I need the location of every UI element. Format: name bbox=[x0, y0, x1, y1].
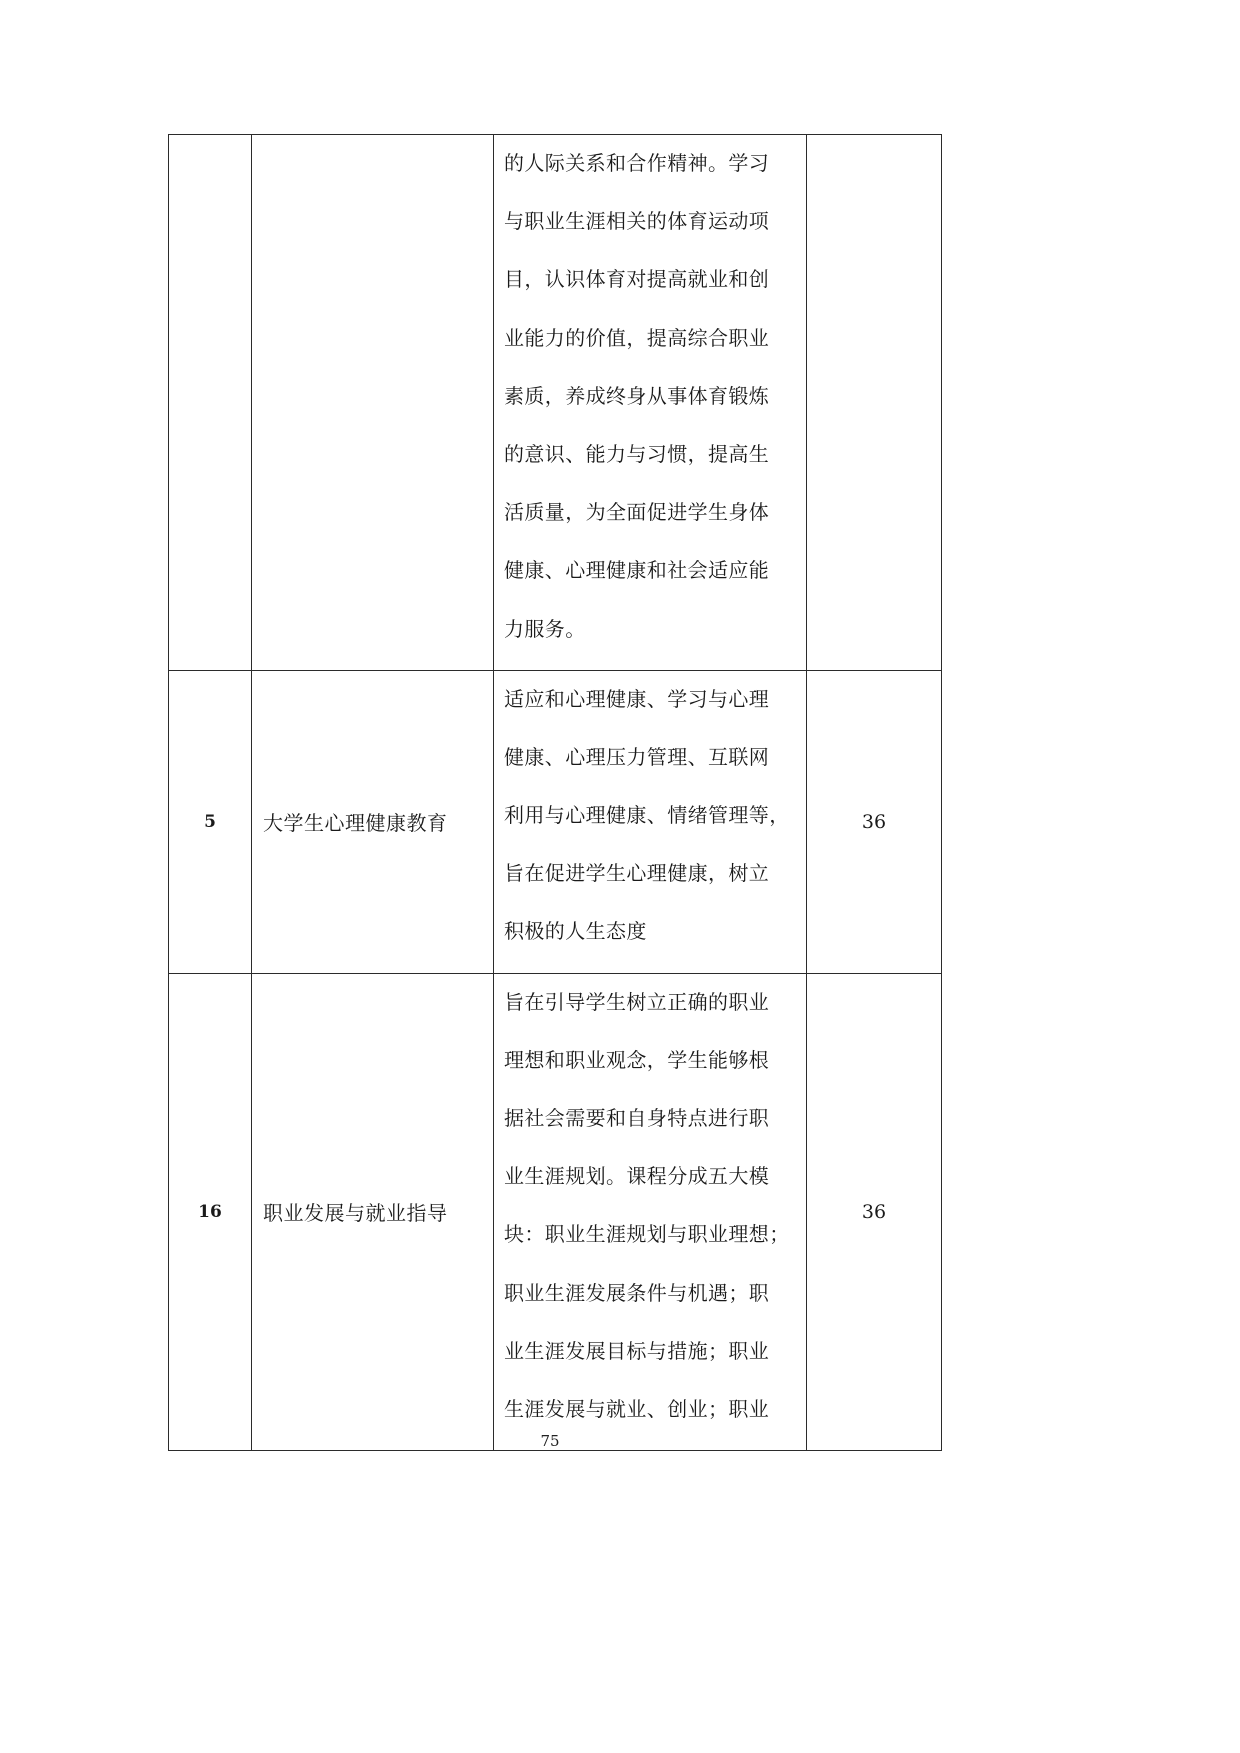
content-line: 的人际关系和合作精神。学习 bbox=[504, 151, 770, 175]
content-line: 力服务。 bbox=[504, 616, 586, 641]
content-line: 旨在引导学生树立正确的职业 bbox=[504, 989, 770, 1014]
content-line: 业能力的价值，提高综合职业 bbox=[504, 325, 770, 350]
content-line: 块：职业生涯规划与职业理想； bbox=[504, 1222, 790, 1247]
content-line: 的意识、能力与习惯，提高生 bbox=[504, 441, 770, 466]
course-hours-cell bbox=[807, 135, 942, 671]
content-line: 业生涯规划。课程分成五大模 bbox=[504, 1164, 770, 1189]
content-line: 理想和职业观念，学生能够根 bbox=[504, 1047, 770, 1072]
content-line: 与职业生涯相关的体育运动项 bbox=[504, 209, 770, 234]
content-line: 职业生涯发展条件与机遇；职 bbox=[504, 1280, 770, 1305]
content-line: 旨在促进学生心理健康，树立 bbox=[504, 861, 770, 886]
course-content-cell bbox=[494, 670, 807, 973]
content-line: 利用与心理健康、情绪管理等， bbox=[504, 803, 790, 828]
content-line: 素质，养成终身从事体育锻炼 bbox=[504, 383, 770, 408]
course-number-cell: 16 bbox=[169, 973, 252, 1451]
content-line: 健康、心理健康和社会适应能 bbox=[504, 558, 770, 583]
content-line: 目，认识体育对提高就业和创 bbox=[504, 267, 770, 292]
content-line: 据社会需要和自身特点进行职 bbox=[504, 1106, 770, 1130]
content-line: 积极的人生态度 bbox=[504, 919, 647, 944]
content-line: 活质量，为全面促进学生身体 bbox=[504, 500, 770, 525]
course-number-cell: 5 bbox=[169, 670, 252, 973]
table-row-continued bbox=[169, 135, 942, 671]
page-number: 75 bbox=[540, 1432, 560, 1450]
course-content-cell bbox=[494, 973, 807, 1451]
content-line: 业生涯发展目标与措施；职业 bbox=[504, 1338, 770, 1363]
course-name-cell: 职业发展与就业指导 bbox=[252, 973, 494, 1451]
course-content-lines bbox=[494, 671, 806, 973]
course-number-cell bbox=[169, 135, 252, 671]
content-line: 生涯发展与就业、创业；职业 bbox=[504, 1396, 770, 1421]
course-content-cell bbox=[494, 135, 807, 671]
course-content-lines bbox=[494, 974, 806, 1451]
table-row bbox=[169, 973, 942, 1451]
course-table bbox=[168, 134, 942, 1451]
course-name-cell: 大学生心理健康教育 bbox=[252, 670, 494, 973]
content-line: 适应和心理健康、学习与心理 bbox=[504, 686, 770, 711]
course-name-cell bbox=[252, 135, 494, 671]
course-hours-cell: 36 bbox=[807, 670, 942, 973]
table-row bbox=[169, 670, 942, 973]
course-hours-cell: 36 bbox=[807, 973, 942, 1451]
course-content-lines bbox=[494, 135, 806, 670]
content-line: 健康、心理压力管理、互联网 bbox=[504, 744, 770, 769]
